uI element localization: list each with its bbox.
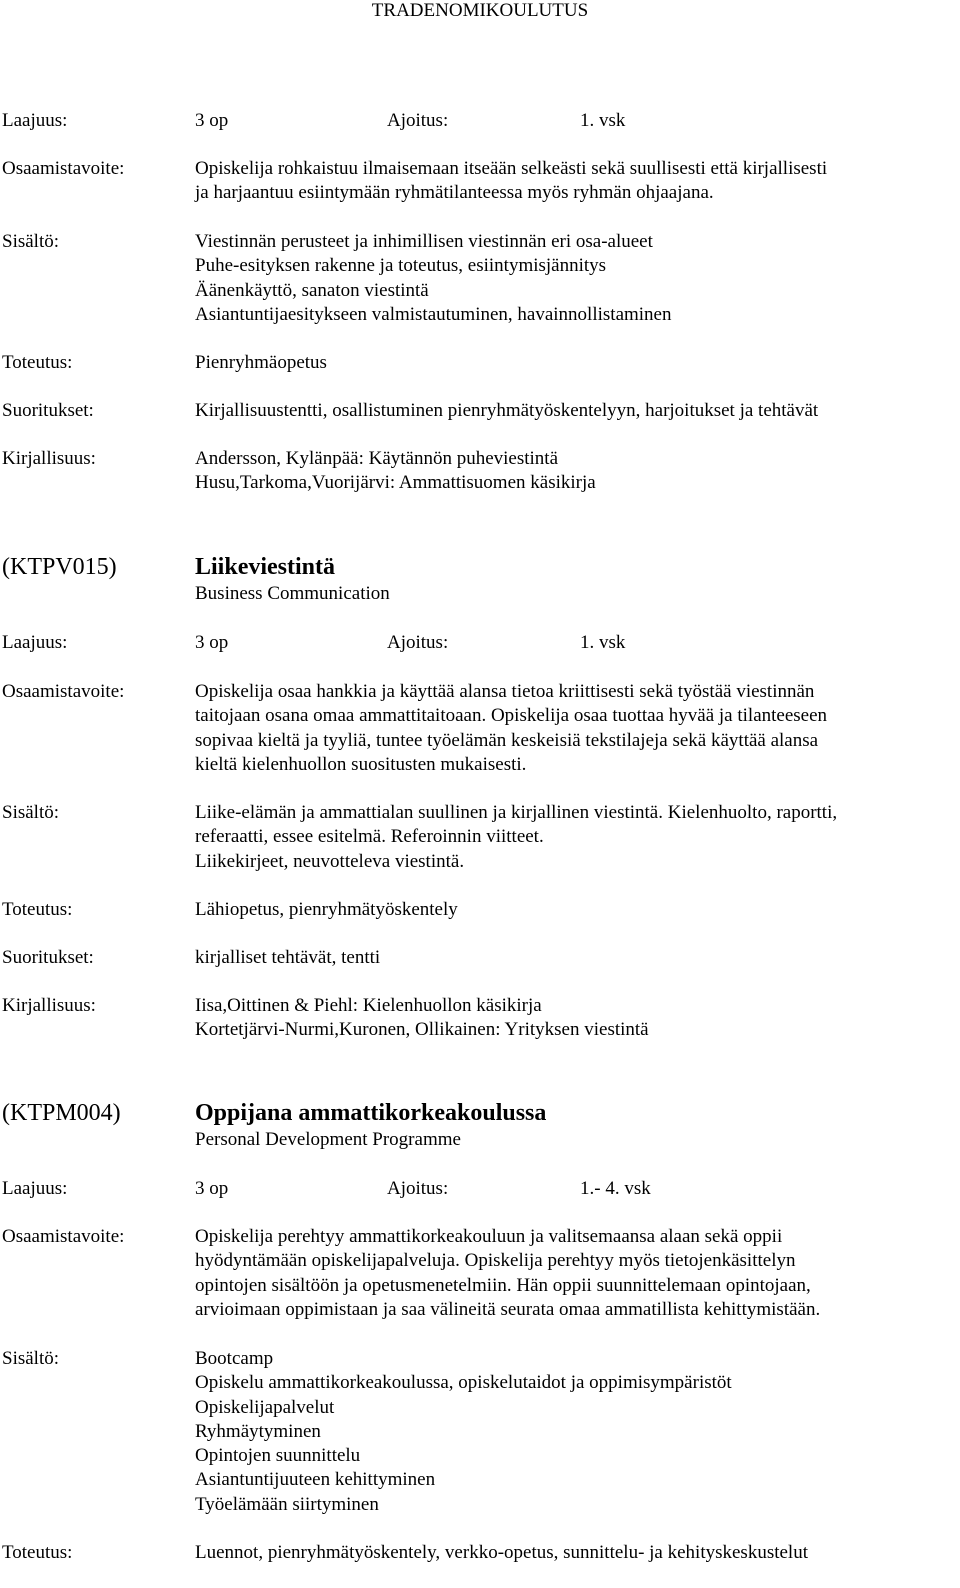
osaamistavoite-label: Osaamistavoite: (2, 158, 125, 179)
ajoitus-label: Ajoitus: (387, 632, 449, 653)
text-line: Bootcamp (195, 1348, 274, 1369)
osaamistavoite-text (195, 157, 960, 206)
text-line: Ryhmäytyminen (195, 1420, 321, 1442)
kirjallisuus-label: Kirjallisuus: (2, 995, 96, 1016)
course-subtitle: Personal Development Programme (195, 1129, 461, 1150)
text-line: Asiantuntijuuteen kehittyminen (195, 1469, 436, 1491)
course-title: Oppijana ammattikorkeakoulussa (195, 1100, 547, 1126)
text-line: arvioimaan oppimistaan ja saa välineitä seurata omaa ammatillista kehittymistään. (195, 1298, 821, 1320)
text-line: ja harjaantuu esiintymään ryhmätilanteessa myös ryhmän ohjaajana. (195, 182, 714, 204)
laajuus-label: Laajuus: (2, 632, 68, 653)
sisalto-label: Sisältö: (2, 1348, 60, 1369)
text-line: Opiskelija osaa hankkia ja käyttää alansa tietoa kriittisesti sekä työstää viestinnän (195, 681, 815, 702)
b2-course-heading (0, 552, 960, 612)
course-title: Liikeviestintä (195, 554, 336, 580)
text-line: Opintojen suunnittelu (195, 1445, 361, 1467)
toteutus-label: Toteutus: (2, 899, 73, 920)
text-line: Kortetjärvi-Nurmi,Kuronen, Ollikainen: Yrityksen viestintä (195, 1019, 649, 1041)
kirjallisuus-text (195, 447, 960, 496)
text-line: Opiskelu ammattikorkeakoulussa, opiskelutaidot ja oppimisympäristöt (195, 1372, 732, 1394)
ajoitus-label: Ajoitus: (387, 110, 449, 131)
sisalto-text (195, 801, 960, 874)
b3-course-heading (0, 1098, 960, 1158)
text-line: kieltä kielenhuollon suositusten mukaisesti. (195, 753, 527, 775)
text-line: Puhe-esityksen rakenne ja toteutus, esiintymisjännitys (195, 255, 607, 277)
osaamistavoite-label: Osaamistavoite: (2, 681, 125, 702)
text-line: taitojaan osana omaa ammattitaitoaan. Opiskelija osaa tuottaa hyvää ja tilanteeseen (195, 705, 828, 727)
toteutus-text (195, 898, 960, 922)
ajoitus-label: Ajoitus: (387, 1178, 449, 1199)
sisalto-label: Sisältö: (2, 802, 60, 823)
toteutus-label: Toteutus: (2, 352, 73, 373)
course-subtitle: Business Communication (195, 583, 390, 604)
laajuus-label: Laajuus: (2, 1178, 68, 1199)
text-line: Husu,Tarkoma,Vuorijärvi: Ammattisuomen käsikirja (195, 472, 596, 494)
laajuus-label: Laajuus: (2, 110, 68, 131)
text-line: Äänenkäyttö, sanaton viestintä (195, 279, 429, 301)
text-line: Opiskelijapalvelut (195, 1396, 335, 1418)
suoritukset-label: Suoritukset: (2, 947, 94, 968)
laajuus-value: 3 op (195, 632, 229, 653)
text-line: Iisa,Oittinen & Piehl: Kielenhuollon käsikirja (195, 995, 542, 1016)
text-line: Opiskelija rohkaistuu ilmaisemaan itseään selkeästi sekä suullisesti että kirjallisesti (195, 158, 828, 179)
ajoitus-value: 1. vsk (580, 632, 626, 653)
toteutus-text (195, 1541, 960, 1565)
text-line: Pienryhmäopetus (195, 352, 327, 373)
toteutus-label: Toteutus: (2, 1542, 73, 1563)
text-line: sopivaa kieltä ja tyyliä, tuntee työelämän keskeisiä tekstilajeja sekä käyttää alansa (195, 729, 819, 751)
suoritukset-label: Suoritukset: (2, 400, 94, 421)
toteutus-text (195, 351, 960, 375)
ajoitus-value: 1. vsk (580, 110, 626, 131)
text-line: Kirjallisuustentti, osallistuminen pienryhmätyöskentelyyn, harjoitukset ja tehtävät (195, 400, 819, 421)
sisalto-text (195, 1347, 960, 1517)
sisalto-text (195, 230, 960, 327)
text-line: Asiantuntijaesitykseen valmistautuminen, havainnollistaminen (195, 303, 672, 325)
laajuus-value: 3 op (195, 110, 229, 131)
osaamistavoite-label: Osaamistavoite: (2, 1226, 125, 1247)
text-line: Andersson, Kylänpää: Käytännön puheviestintä (195, 448, 559, 469)
text-line: hyödyntämään opiskelijapalveluja. Opiskelija perehtyy myös tietojenkäsittelyn (195, 1250, 796, 1272)
text-line: Viestinnän perusteet ja inhimillisen viestinnän eri osa-alueet (195, 231, 653, 252)
text-line: Työelämään siirtyminen (195, 1493, 379, 1515)
text-line: Opiskelija perehtyy ammattikorkeakouluun ja valitsemaansa alaan sekä oppii (195, 1226, 783, 1247)
kirjallisuus-label: Kirjallisuus: (2, 448, 96, 469)
text-line: Luennot, pienryhmätyöskentely, verkko-opetus, sunnittelu- ja kehityskeskustelut (195, 1542, 808, 1563)
course-code: (KTPV015) (2, 554, 117, 580)
kirjallisuus-text (195, 994, 960, 1043)
course-code: (KTPM004) (2, 1100, 121, 1126)
ajoitus-value: 1.- 4. vsk (580, 1178, 651, 1199)
text-line: referaatti, essee esitelmä. Referoinnin viitteet. (195, 826, 544, 848)
suoritukset-text (195, 946, 960, 970)
text-line: Liikekirjeet, neuvotteleva viestintä. (195, 850, 465, 872)
text-line: Liike-elämän ja ammattialan suullinen ja kirjallinen viestintä. Kielenhuolto, raportti, (195, 802, 838, 823)
text-line: kirjalliset tehtävät, tentti (195, 947, 381, 968)
suoritukset-text (195, 399, 960, 423)
text-line: Lähiopetus, pienryhmätyöskentely (195, 899, 458, 920)
text-line: opintojen sisältöön ja opetusmenetelmiin. Hän oppii suunnittelemaan opintojaan, (195, 1274, 811, 1296)
sisalto-label: Sisältö: (2, 231, 60, 252)
osaamistavoite-text (195, 680, 960, 777)
page-title: TRADENOMIKOULUTUS (371, 0, 589, 21)
osaamistavoite-text (195, 1225, 960, 1322)
laajuus-value: 3 op (195, 1178, 229, 1199)
